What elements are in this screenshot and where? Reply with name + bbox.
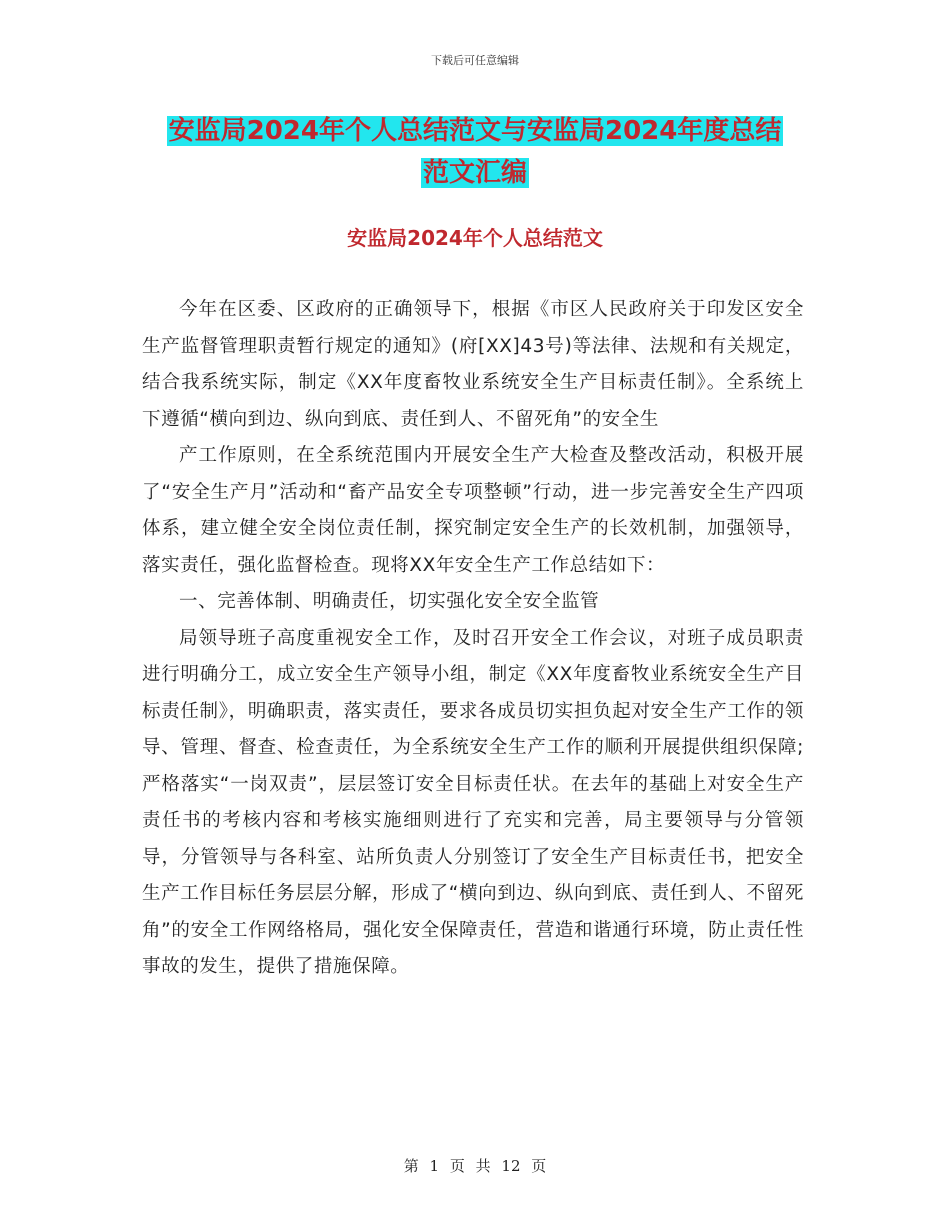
document-title-line-2: 范文汇编: [422, 158, 527, 188]
header-note: 下载后可任意编辑: [431, 54, 519, 67]
document-title-line-1: 安监局2024年个人总结范文与安监局2024年度总结: [168, 116, 782, 146]
document-title: [130, 110, 820, 194]
footer-suffix: 页: [531, 1157, 547, 1175]
page-footer: [0, 1155, 950, 1176]
paragraph-3-heading: 一、完善体制、明确责任，切实强化安全安全监管: [179, 591, 600, 612]
body-text: [142, 292, 804, 986]
footer-prefix: 第: [403, 1157, 419, 1175]
paragraph-1: 今年在区委、区政府的正确领导下，根据《市区人民政府关于印发区安全生产监督管理职责暂行规定的通知》(府[XX]43号)等法律、法规和有关规定，结合我系统实际，制定《XX年度畜牧业系统安全生产目标责任制》。全系统上下遵循“横向到边、纵向到底、责任到人、不留死角”的安全生: [142, 299, 804, 430]
footer-mid-2: 共: [475, 1157, 491, 1175]
footer-mid-1: 页: [449, 1157, 465, 1175]
footer-current-page: 1: [429, 1157, 440, 1175]
footer-total-pages: 12: [501, 1157, 521, 1175]
section-title: 安监局2024年个人总结范文: [347, 226, 603, 250]
paragraph-4: 局领导班子高度重视安全工作，及时召开安全工作会议，对班子成员职责进行明确分工，成立安全生产领导小组，制定《XX年度畜牧业系统安全生产目标责任制》，明确职责，落实责任，要求各成员切实担负起对安全生产工作的领导、管理、督查、检查责任，为全系统安全生产工作的顺利开展提供组织保障;严格落实“一岗双责”，层层签订安全目标责任状。在去年的基础上对安全生产责任书的考核内容和考核实施细则进行了充实和完善，局主要领导与分管领导，分管领导与各科室、站所负责人分别签订了安全生产目标责任书，把安全生产工作目标任务层层分解，形成了“横向到边、纵向到底、责任到人、不留死角”的安全工作网络格局，强化安全保障责任，营造和谐通行环境，防止责任性事故的发生，提供了措施保障。: [142, 627, 804, 977]
paragraph-2: 产工作原则，在全系统范围内开展安全生产大检查及整改活动，积极开展了“安全生产月”活动和“畜产品安全专项整顿”行动，进一步完善安全生产四项体系，建立健全安全岗位责任制，探究制定安全生产的长效机制，加强领导，落实责任，强化监督检查。现将XX年安全生产工作总结如下：: [142, 445, 804, 576]
